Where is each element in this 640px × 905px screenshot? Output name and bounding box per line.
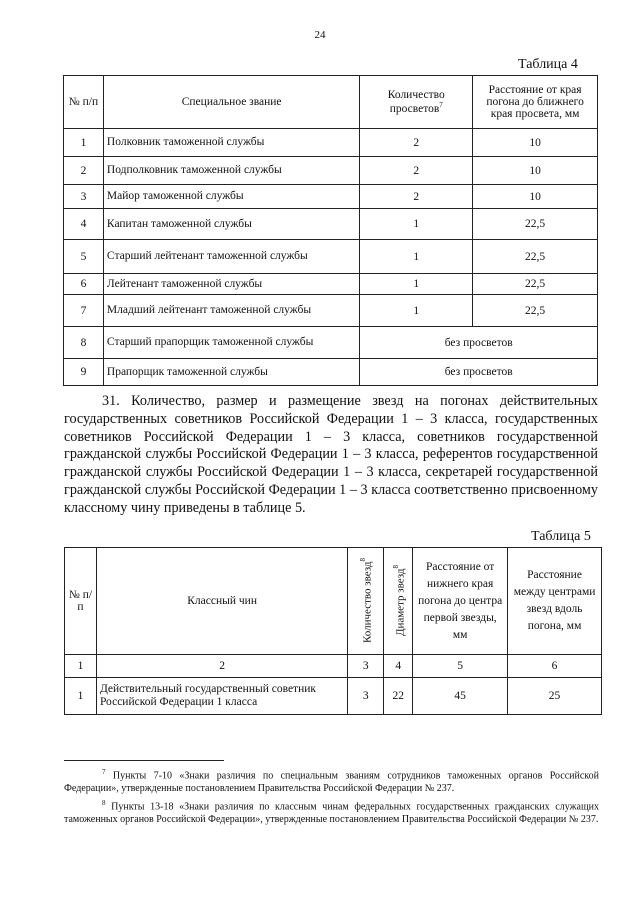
paragraph-31: 31. Количество, размер и размещение звезд на погонах действительных государственных советников Российской Федерации 1 – 3 класса, государственных советников Российской Федерации 1 – 3 класса, советников государственной гражданской службы Российской Федерации 1 – 3 класса, референтов государственной гражданской службы Российской Федерации 1 – 3 класса, секретарей государственной гражданской службы Российской Федерации 1 – 3 класса соответственно присвоенному классному чину приведены в таблице 5. [64,393,598,516]
row-number: 2 [64,157,104,185]
stripe-count: 2 [360,157,473,185]
footnote-8: $^8$ Пункты 13-18 «Знаки различия по классным чинам федеральных государственных гражданских служащих таможенных органов Российской Федерации», утвержденные постановлением Правительства Российской Федерации № 237. [64,799,599,825]
edge-distance: 22,5 [473,274,598,295]
table5-header-bottom: Расстояние от нижнего края погона до центра первой звезды, мм [413,548,508,655]
rank-name: Лейтенант таможенной службы [103,274,359,295]
column-index: 5 [413,655,508,678]
table4 [63,75,598,386]
column-index: 1 [65,655,97,678]
table5-header-row [65,548,602,655]
stripe-count: 1 [360,209,473,240]
row-number: 1 [64,129,104,157]
table5-header-rank: Классный чин [96,548,347,655]
between-distance: 25 [508,678,602,715]
row-number: 5 [64,240,104,274]
table5-index-row [65,655,602,678]
stripe-count: 1 [360,274,473,295]
rank-name: Полковник таможенной службы [103,129,359,157]
no-stripes-cell: без просветов [360,359,598,386]
table5-header-count: Количество звезд$^8$ [348,548,384,655]
rank-name: Майор таможенной службы [103,185,359,209]
column-index: 6 [508,655,602,678]
table5-header-diameter: Диаметр звезд$^8$ [384,548,413,655]
stripe-count: 1 [360,295,473,327]
bottom-distance: 45 [413,678,508,715]
footnote-ref-8: 8 [391,565,400,569]
table-row [64,209,598,240]
column-index: 2 [96,655,347,678]
row-number: 1 [65,678,97,715]
edge-distance: 10 [473,129,598,157]
row-number: 6 [64,274,104,295]
table4-header-rank: Специальное звание [103,76,359,129]
row-number: 9 [64,359,104,386]
row-number: 3 [64,185,104,209]
table-row [64,359,598,386]
table-row [64,295,598,327]
footnote-separator [64,760,224,761]
class-rank-name: Действительный государственный советник Российской Федерации 1 класса [96,678,347,715]
row-number: 8 [64,327,104,359]
footnote-7: $^7$ Пункты 7-10 «Знаки различия по специальным званиям сотрудников таможенных органов Российской Федерации», утвержденные постановлением Правительства Российской Федерации № 237. [64,768,599,794]
row-number: 7 [64,295,104,327]
table-row [64,185,598,209]
table-row [64,240,598,274]
edge-distance: 22,5 [473,240,598,274]
edge-distance: 22,5 [473,295,598,327]
table4-header-num: № п/п [64,76,104,129]
stripe-count: 2 [360,185,473,209]
table-row [65,678,602,715]
table-row [64,274,598,295]
page-number: 24 [314,29,326,41]
stripe-count: 1 [360,240,473,274]
table5-header-num: № п/п [65,548,97,655]
table-row [64,129,598,157]
table4-header-distance: Расстояние от края погона до ближнего края просвета, мм [473,76,598,129]
rank-name: Старший прапорщик таможенной службы [103,327,359,359]
table5 [64,547,602,715]
column-index: 3 [348,655,384,678]
table5-caption: Таблица 5 [531,529,591,544]
stripe-count: 2 [360,129,473,157]
rank-name: Капитан таможенной службы [103,209,359,240]
table4-header-row [64,76,598,129]
edge-distance: 10 [473,185,598,209]
footnote-ref-7: 7 [439,101,443,110]
rank-name: Подполковник таможенной службы [103,157,359,185]
table-row [64,157,598,185]
star-diameter: 22 [384,678,413,715]
rank-name: Прапорщик таможенной службы [103,359,359,386]
no-stripes-cell: без просветов [360,327,598,359]
footnote-ref-8: 8 [359,558,368,562]
star-count: 3 [348,678,384,715]
table4-header-count: Количество просветов$^7$ [360,76,473,129]
table4-caption: Таблица 4 [518,57,578,72]
rank-name: Старший лейтенант таможенной службы [103,240,359,274]
rank-name: Младший лейтенант таможенной службы [103,295,359,327]
table5-header-between: Расстояние между центрами звезд вдоль погона, мм [508,548,602,655]
table-row [64,327,598,359]
edge-distance: 22,5 [473,209,598,240]
column-index: 4 [384,655,413,678]
edge-distance: 10 [473,157,598,185]
row-number: 4 [64,209,104,240]
